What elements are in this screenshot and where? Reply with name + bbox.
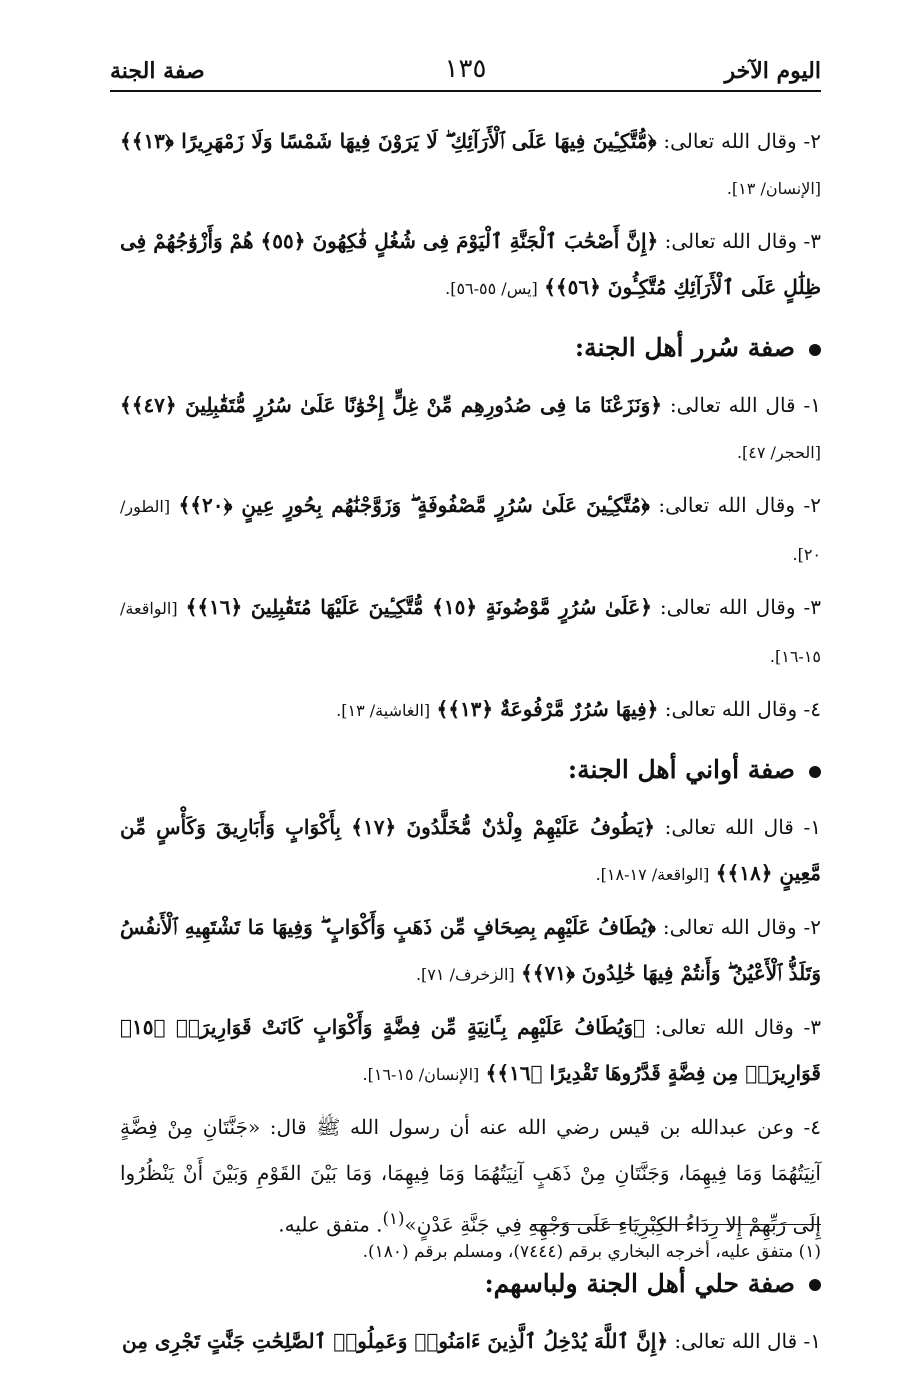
list-item: ٢- وقال الله تعالى: ﴿مُتَّكِـِٔينَ عَلَىٰ سُرُرٍ مَّصْفُوفَةٍ ۖ وَزَوَّجْنَٰهُم بِحُورٍ عِينٍ ﴿٢٠﴾﴾ [الطور/ ٢٠].	[120, 493, 821, 564]
quran-verse: ﴿وَيُطَافُ عَلَيْهِم بِـَٔانِيَةٍ مِّن فِضَّةٍ وَأَكْوَابٍ كَانَتْ قَوَارِيرَا۠ ﴿١٥﴾ قَوَارِيرَا۟ مِن فِضَّةٍ قَدَّرُوهَا تَقْدِيرًا ﴿١٦﴾﴾	[120, 1015, 821, 1085]
footnote-marker: (١)	[382, 1209, 405, 1228]
quran-verse: ﴿مُتَّكِـِٔينَ عَلَىٰ سُرُرٍ مَّصْفُوفَةٍ ۖ وَزَوَّجْنَٰهُم بِحُورٍ عِينٍ ﴿٢٠﴾﴾	[178, 493, 650, 517]
quran-verse: ﴿يُطَافُ عَلَيْهِم بِصِحَافٍ مِّن ذَهَبٍ وَأَكْوَابٍ ۖ وَفِيهَا مَا تَشْتَهِيهِ ٱلْأَنفُسُ وَتَلَذُّ ٱلْأَعْيُنُ ۖ وَأَنتُمْ فِيهَا خَٰلِدُونَ ﴿٧١﴾﴾	[120, 915, 821, 985]
list-item: ٤- وقال الله تعالى: ﴿فِيهَا سُرُرٌ مَّرْفُوعَةٌ ﴿١٣﴾﴾ [الغاشية/ ١٣].	[336, 697, 821, 721]
verse-citation: [يس/ ٥٥-٥٦].	[445, 279, 538, 298]
verse-citation: [الإنسان/ ١٣].	[726, 179, 821, 198]
verse-citation: [الحجر/ ٤٧].	[736, 443, 821, 462]
list-item: ٢- وقال الله تعالى: ﴿مُّتَّكِـِٔينَ فِيهَا عَلَى ٱلْأَرَآئِكِ ۖ لَا يَرَوْنَ فِيهَا شَمْسًا وَلَا زَمْهَرِيرًا ﴿١٣﴾﴾ [الإنسان/ ١٣].	[120, 129, 822, 198]
verse-citation: [الطور/ ٢٠].	[120, 497, 821, 564]
verse-citation: [الواقعة/ ١٧-١٨].	[595, 865, 710, 884]
header-rule	[110, 90, 821, 92]
quran-verse: ﴿عَلَىٰ سُرُرٍ مَّوْضُونَةٍ ﴿١٥﴾ مُّتَّكِـِٔينَ عَلَيْهَا مُتَقَٰبِلِينَ ﴿١٦﴾﴾	[185, 595, 652, 619]
quran-verse: ﴿يَطُوفُ عَلَيْهِمْ وِلْدَٰنٌ مُّخَلَّدُونَ ﴿١٧﴾ بِأَكْوَابٍ وَأَبَارِيقَ وَكَأْسٍ مِّن مَّعِينٍ ﴿١٨﴾﴾	[120, 815, 821, 885]
list-item: ٣- وقال الله تعالى: ﴿إِنَّ أَصْحَٰبَ ٱلْجَنَّةِ ٱلْيَوْمَ فِى شُغُلٍ فَٰكِهُونَ ﴿٥٥﴾ هُمْ وَأَزْوَٰجُهُمْ فِى ظِلَٰلٍ عَلَى ٱلْأَرَآئِكِ مُتَّكِـُٔونَ ﴿٥٦﴾﴾ [يس/ ٥٥-٥٦].	[120, 229, 821, 299]
quran-verse: ﴿فِيهَا سُرُرٌ مَّرْفُوعَةٌ ﴿١٣﴾﴾	[436, 697, 659, 721]
running-header	[110, 52, 821, 92]
bullet-icon	[809, 1279, 821, 1291]
hadith-grade: . متفق عليه.	[278, 1212, 383, 1237]
quran-verse: ﴿مُّتَّكِـِٔينَ فِيهَا عَلَى ٱلْأَرَآئِكِ ۖ لَا يَرَوْنَ فِيهَا شَمْسًا وَلَا زَمْهَرِيرًا ﴿١٣﴾﴾	[120, 129, 657, 153]
quran-verse: ﴿وَنَزَعْنَا مَا فِى صُدُورِهِم مِّنْ غِلٍّ إِخْوَٰنًا عَلَىٰ سُرُرٍ مُّتَقَٰبِلِينَ ﴿٤٧﴾﴾	[120, 393, 663, 417]
quran-verse: ﴿إِنَّ أَصْحَٰبَ ٱلْجَنَّةِ ٱلْيَوْمَ فِى شُغُلٍ فَٰكِهُونَ ﴿٥٥﴾ هُمْ وَأَزْوَٰجُهُمْ فِى ظِلَٰلٍ عَلَى ٱلْأَرَآئِكِ مُتَّكِـُٔونَ ﴿٥٦﴾﴾	[120, 229, 821, 299]
chapter-title: اليوم الآخر	[724, 58, 821, 84]
bullet-icon	[809, 344, 821, 356]
list-item: ٢- وقال الله تعالى: ﴿يُطَافُ عَلَيْهِم بِصِحَافٍ مِّن ذَهَبٍ وَأَكْوَابٍ ۖ وَفِيهَا مَا تَشْتَهِيهِ ٱلْأَنفُسُ وَتَلَذُّ ٱلْأَعْيُنُ ۖ وَأَنتُمْ فِيهَا خَٰلِدُونَ ﴿٧١﴾﴾ [الزخرف/ ٧١].	[120, 915, 822, 985]
verse-citation: [الإنسان/ ١٥-١٦].	[362, 1065, 480, 1084]
verse-citation: [الزخرف/ ٧١].	[415, 965, 515, 984]
section-heading-jewelry: صفة حلي أهل الجنة ولباسهم:	[120, 1264, 821, 1304]
footnote: (١) متفق عليه، أخرجه البخاري برقم (٧٤٤٤)، ومسلم برقم (١٨٠).	[362, 1242, 821, 1262]
list-item: ٤- وعن عبدالله بن قيس رضي الله عنه أن رسول الله ﷺ قال: «جَنَّتَانِ مِنْ فِضَّةٍ آنِيَتُهُمَا وَمَا فِيهِمَا، وَجَنَّتَانِ مِنْ ذَهَبٍ آنِيَتُهُمَا وَمَا فِيهِمَا، وَمَا بَيْنَ القَوْمِ وَبَيْنَ أَنْ يَنْظُرُوا إِلَى رَبِّهِمْ إِلا رِدَاءُ الكِبْرِيَاءِ عَلَى وَجْهِهِ فِي جَنَّةِ عَدْنٍ»$^{(١)}$. متفق عليه.	[120, 1115, 822, 1237]
verse-citation: [الغاشية/ ١٣].	[336, 701, 431, 720]
list-item: ١- قال الله تعالى: ﴿إِنَّ ٱللَّهَ يُدْخِلُ ٱلَّذِينَ ءَامَنُوا۟ وَعَمِلُوا۟ ٱلصَّٰلِحَٰتِ جَنَّٰتٍ تَجْرِى مِن	[121, 1328, 821, 1353]
list-item: ٣- وقال الله تعالى: ﴿وَيُطَافُ عَلَيْهِم بِـَٔانِيَةٍ مِّن فِضَّةٍ وَأَكْوَابٍ كَانَتْ قَوَارِيرَا۠ ﴿١٥﴾ قَوَارِيرَا۟ مِن فِضَّةٍ قَدَّرُوهَا تَقْدِيرًا ﴿١٦﴾﴾ [الإنسان/ ١٥-١٦].	[120, 1015, 822, 1085]
bullet-icon	[809, 766, 821, 778]
verse-citation: [الواقعة/ ١٥-١٦].	[120, 599, 821, 666]
page-number: ١٣٥	[444, 54, 487, 84]
section-heading-vessels: صفة أواني أهل الجنة:	[120, 750, 821, 790]
section-title: صفة الجنة	[110, 58, 205, 84]
list-item: ٣- وقال الله تعالى: ﴿عَلَىٰ سُرُرٍ مَّوْضُونَةٍ ﴿١٥﴾ مُّتَّكِـِٔينَ عَلَيْهَا مُتَقَٰبِلِينَ ﴿١٦﴾﴾ [الواقعة/ ١٥-١٦].	[120, 595, 822, 666]
quran-verse: ﴿إِنَّ ٱللَّهَ يُدْخِلُ ٱلَّذِينَ ءَامَنُوا۟ وَعَمِلُوا۟ ٱلصَّٰلِحَٰتِ جَنَّٰتٍ تَجْرِى مِن	[121, 1328, 669, 1353]
list-item: ١- قال الله تعالى: ﴿يَطُوفُ عَلَيْهِمْ وِلْدَٰنٌ مُّخَلَّدُونَ ﴿١٧﴾ بِأَكْوَابٍ وَأَبَارِيقَ وَكَأْسٍ مِّن مَّعِينٍ ﴿١٨﴾﴾ [الواقعة/ ١٧-١٨].	[120, 815, 821, 885]
page-body	[120, 118, 821, 1370]
section-heading-beds: صفة سُرر أهل الجنة:	[120, 328, 821, 368]
list-item: ١- قال الله تعالى: ﴿وَنَزَعْنَا مَا فِى صُدُورِهِم مِّنْ غِلٍّ إِخْوَٰنًا عَلَىٰ سُرُرٍ مُّتَقَٰبِلِينَ ﴿٤٧﴾﴾ [الحجر/ ٤٧].	[120, 393, 821, 462]
footnote-rule	[531, 1224, 821, 1225]
hadith-text: «جَنَّتَانِ مِنْ فِضَّةٍ آنِيَتُهُمَا وَمَا فِيهِمَا، وَجَنَّتَانِ مِنْ ذَهَبٍ آنِيَتُهُمَا وَمَا فِيهِمَا، وَمَا بَيْنَ القَوْمِ وَبَيْنَ أَنْ يَنْظُرُوا إِلَى رَبِّهِمْ إِلا رِدَاءُ الكِبْرِيَاءِ عَلَى وَجْهِهِ فِي جَنَّةِ عَدْنٍ»	[120, 1115, 821, 1237]
